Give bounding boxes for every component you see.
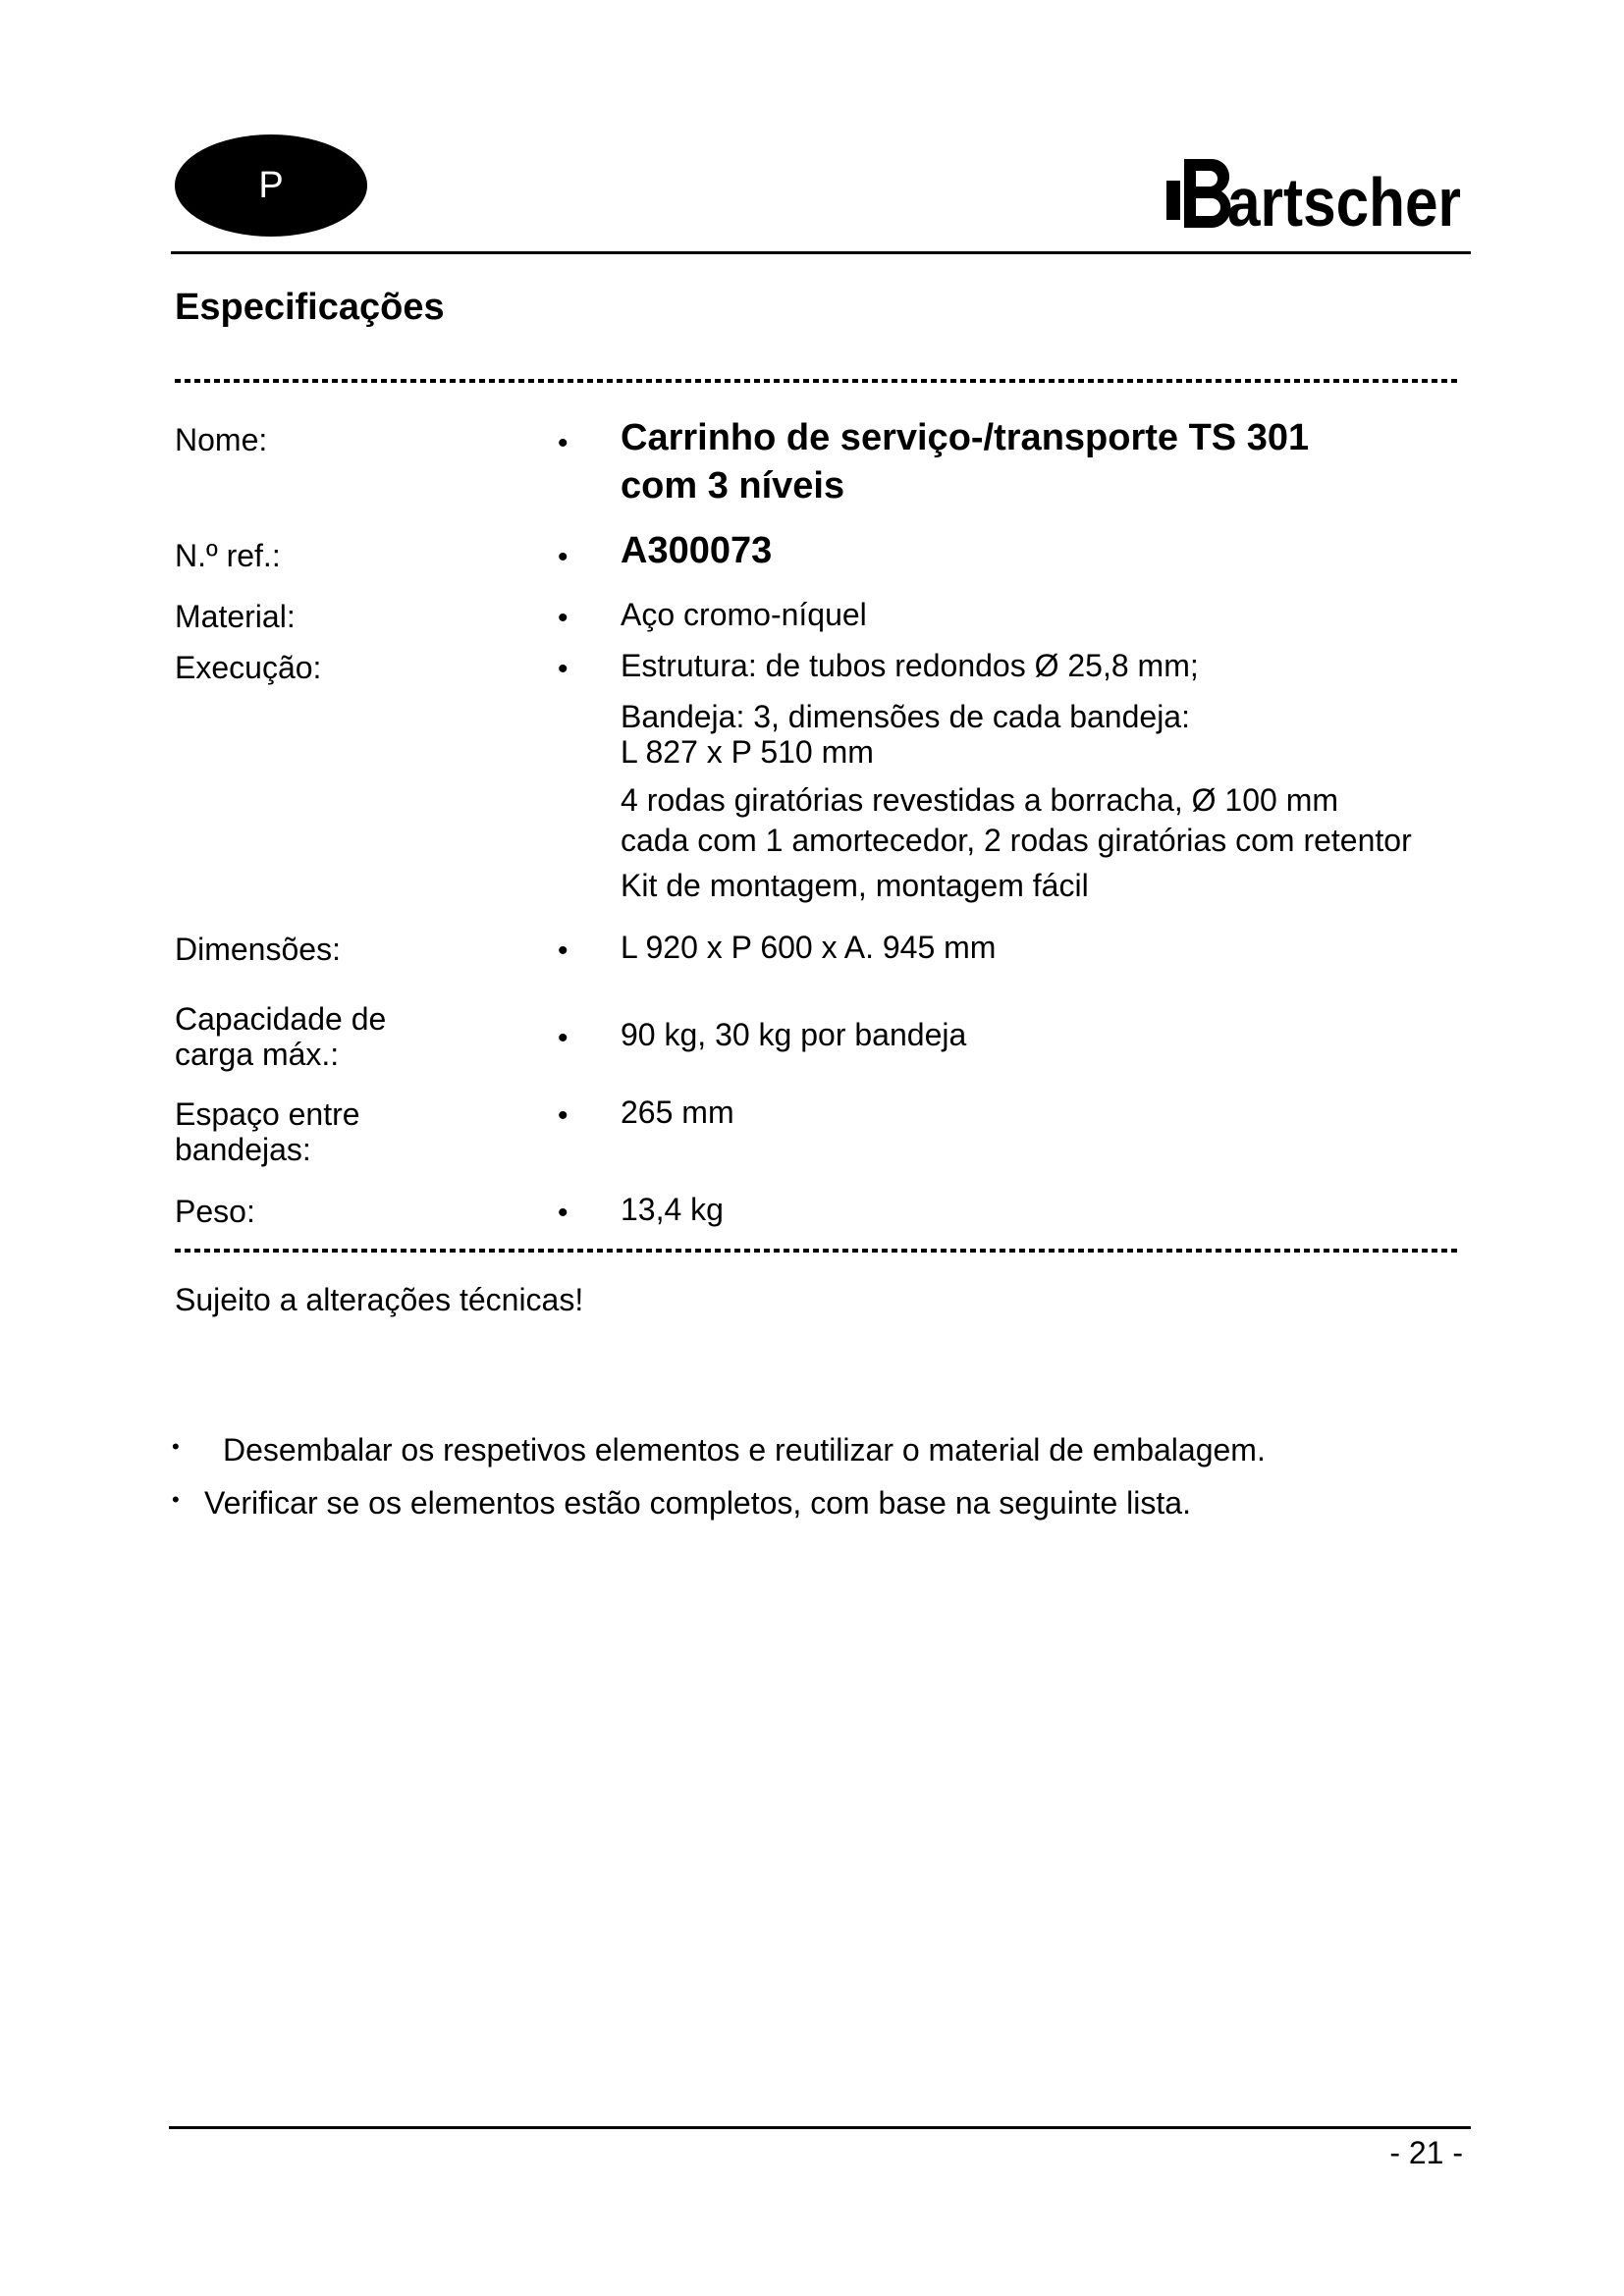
- footer-rule: [169, 2126, 1471, 2129]
- peso-value: 13,4 kg: [621, 1192, 724, 1227]
- espaco-label-line-2: bandejas:: [175, 1132, 311, 1167]
- language-badge-label: P: [258, 164, 284, 206]
- bullet: •: [558, 653, 568, 685]
- instruction-bullet: •: [172, 1434, 180, 1459]
- execucao-line: Bandeja: 3, dimensões de cada bandeja:: [621, 699, 1190, 734]
- instruction-bullet: •: [172, 1487, 180, 1512]
- ref-value: A300073: [621, 530, 773, 571]
- espaco-value: 265 mm: [621, 1095, 734, 1130]
- page-title: Especificações: [175, 287, 445, 328]
- nome-value-line-2: com 3 níveis: [621, 465, 845, 507]
- language-badge: [175, 134, 367, 237]
- bullet: •: [558, 541, 568, 573]
- bullet: •: [558, 1099, 568, 1132]
- material-value: Aço cromo-níquel: [621, 597, 867, 632]
- top-dashed-separator: [175, 379, 1459, 383]
- bullet: •: [558, 1197, 568, 1229]
- bullet: •: [558, 1022, 568, 1054]
- nome-value-line-1: Carrinho de serviço-/transporte TS 301: [621, 417, 1310, 458]
- ref-label: N.º ref.:: [175, 538, 281, 573]
- material-label: Material:: [175, 599, 296, 634]
- technical-changes-note: Sujeito a alterações técnicas!: [175, 1282, 584, 1317]
- bullet: •: [558, 427, 568, 459]
- execucao-line: Estrutura: de tubos redondos Ø 25,8 mm;: [621, 648, 1199, 683]
- instruction-item: Desembalar os respetivos elementos e reutilizar o material de embalagem.: [223, 1432, 1266, 1468]
- bartscher-logo: [1166, 147, 1463, 241]
- svg-text:artscher: artscher: [1227, 164, 1461, 240]
- execucao-line: L 827 x P 510 mm: [621, 734, 874, 770]
- nome-label: Nome:: [175, 422, 268, 457]
- instruction-item: Verificar se os elementos estão completos, com base na seguinte lista.: [204, 1485, 1191, 1521]
- bottom-dashed-separator: [175, 1249, 1459, 1253]
- header-rule: [171, 251, 1471, 254]
- execucao-line: 4 rodas giratórias revestidas a borracha, Ø 100 mm: [621, 782, 1338, 818]
- bullet: •: [558, 602, 568, 634]
- capacidade-value: 90 kg, 30 kg por bandeja: [621, 1017, 967, 1052]
- peso-label: Peso:: [175, 1194, 255, 1229]
- espaco-label-line-1: Espaço entre: [175, 1096, 360, 1132]
- execucao-label: Execução:: [175, 650, 322, 685]
- capacidade-label-line-1: Capacidade de: [175, 1001, 387, 1037]
- execucao-line: Kit de montagem, montagem fácil: [621, 868, 1089, 903]
- page-number: - 21 -: [1389, 2135, 1463, 2170]
- dimensoes-value: L 920 x P 600 x A. 945 mm: [621, 930, 997, 965]
- dimensoes-label: Dimensões:: [175, 932, 341, 967]
- bullet: •: [558, 934, 568, 967]
- execucao-line: cada com 1 amortecedor, 2 rodas giratórias com retentor: [621, 823, 1412, 858]
- capacidade-label-line-2: carga máx.:: [175, 1037, 340, 1072]
